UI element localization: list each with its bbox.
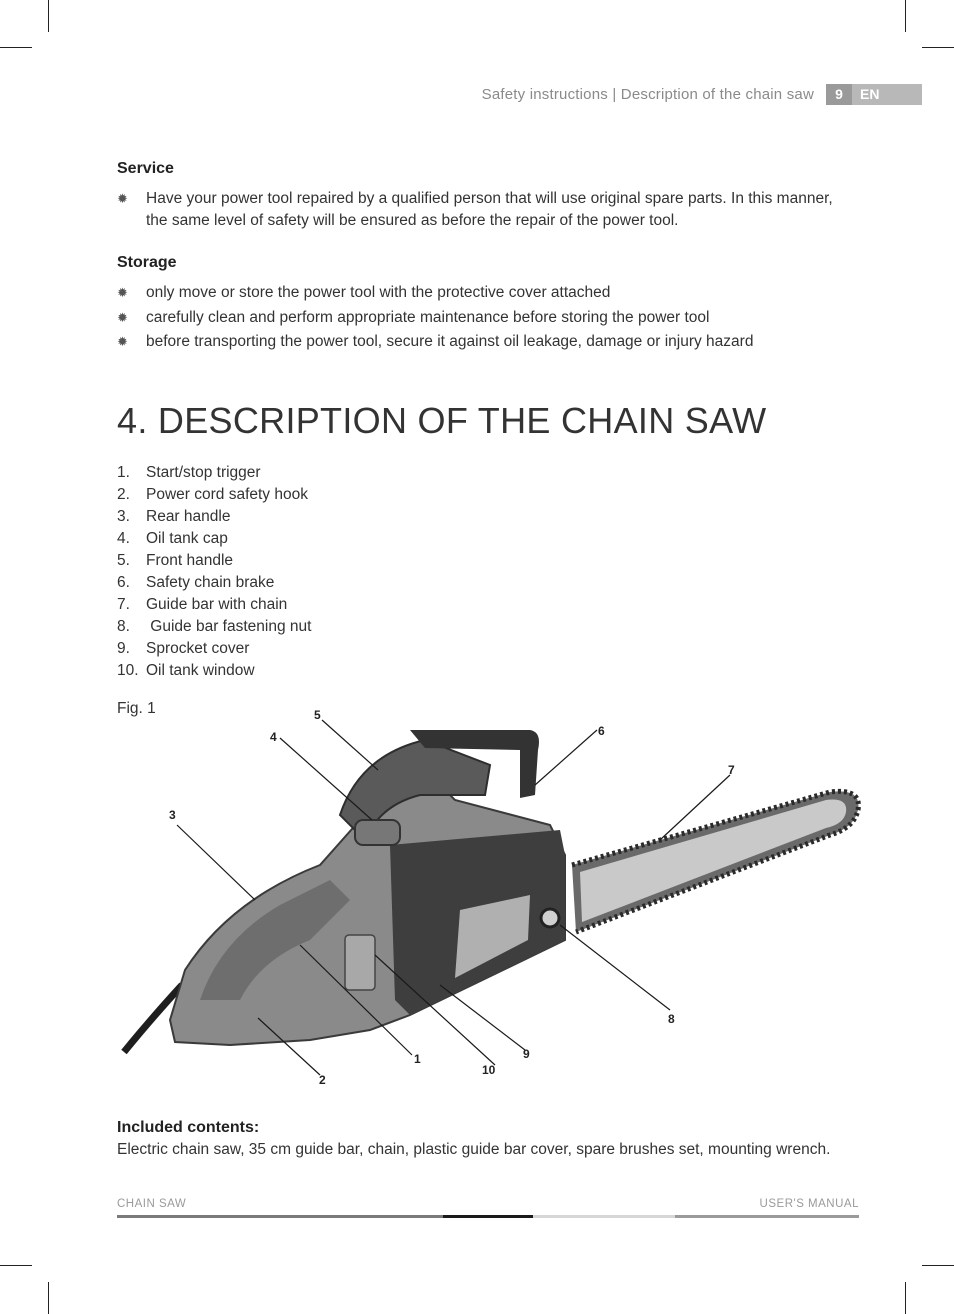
crop-mark bbox=[0, 47, 32, 48]
callout-7: 7 bbox=[728, 763, 735, 777]
callout-2: 2 bbox=[319, 1073, 326, 1087]
language-badge: EN bbox=[852, 84, 922, 105]
gear-bullet-icon: ✹ bbox=[117, 191, 128, 206]
figure-label: Fig. 1 bbox=[117, 700, 156, 717]
part-item: 4. Oil tank cap bbox=[117, 530, 228, 547]
crop-mark bbox=[0, 1265, 32, 1266]
storage-list bbox=[117, 282, 837, 356]
part-item: 1. Start/stop trigger bbox=[117, 464, 261, 481]
crop-mark bbox=[905, 1282, 906, 1314]
service-list bbox=[117, 188, 837, 232]
running-header: Safety instructions | Description of the chain saw bbox=[481, 86, 814, 103]
chain-saw-body bbox=[170, 730, 565, 1045]
section-title: 4. DESCRIPTION OF THE CHAIN SAW bbox=[117, 400, 767, 441]
footer-bar-segment bbox=[117, 1215, 443, 1218]
callout-10: 10 bbox=[482, 1063, 496, 1077]
part-item: 2. Power cord safety hook bbox=[117, 486, 308, 503]
part-item: 7. Guide bar with chain bbox=[117, 596, 288, 613]
footer-bar-segment bbox=[443, 1215, 533, 1218]
footer-bar-segment bbox=[675, 1215, 859, 1218]
part-item: 3. Rear handle bbox=[117, 508, 231, 525]
crop-mark bbox=[905, 0, 906, 32]
page-number: 9 bbox=[826, 84, 852, 105]
list-item: ✹ carefully clean and perform appropriate maintenance before storing the power tool bbox=[117, 307, 837, 332]
crop-mark bbox=[48, 0, 49, 32]
part-item: 8. Guide bar fastening nut bbox=[117, 618, 312, 635]
list-item: ✹ only move or store the power tool with the protective cover attached bbox=[117, 282, 837, 307]
included-text: Electric chain saw, 35 cm guide bar, chain, plastic guide bar cover, spare brushes set, mounting wrench. bbox=[117, 1141, 831, 1158]
gear-bullet-icon: ✹ bbox=[117, 334, 128, 349]
chain-saw-illustration bbox=[110, 700, 870, 1100]
part-item: 6. Safety chain brake bbox=[117, 574, 275, 591]
crop-mark bbox=[48, 1282, 49, 1314]
callout-5: 5 bbox=[314, 708, 321, 722]
guide-bar-with-chain bbox=[572, 791, 858, 932]
footer-doc-type: USER'S MANUAL bbox=[759, 1198, 859, 1210]
storage-heading: Storage bbox=[117, 254, 177, 271]
callout-3: 3 bbox=[169, 808, 176, 822]
list-item: ✹ Have your power tool repaired by a qualified person that will use original spare parts. In this manner, the same level of safety will be ensured as before the repair of the power tool. bbox=[117, 190, 833, 229]
part-item: 5. Front handle bbox=[117, 552, 234, 569]
list-item: ✹ before transporting the power tool, secure it against oil leakage, damage or injury hazard bbox=[117, 331, 837, 356]
callout-9: 9 bbox=[523, 1047, 530, 1061]
footer-product: CHAIN SAW bbox=[117, 1198, 187, 1210]
parts-list bbox=[117, 462, 311, 682]
part-item: 10. Oil tank window bbox=[117, 662, 255, 679]
crop-mark bbox=[922, 1265, 954, 1266]
gear-bullet-icon: ✹ bbox=[117, 285, 128, 300]
callout-8: 8 bbox=[668, 1012, 675, 1026]
callout-4: 4 bbox=[270, 730, 277, 744]
gear-bullet-icon: ✹ bbox=[117, 309, 128, 325]
crop-mark bbox=[922, 47, 954, 48]
service-heading: Service bbox=[117, 160, 174, 177]
included-heading: Included contents: bbox=[117, 1119, 260, 1136]
part-item: 9. Sprocket cover bbox=[117, 640, 250, 657]
footer-bar-segment bbox=[533, 1215, 675, 1218]
callout-1: 1 bbox=[414, 1052, 421, 1066]
callout-6: 6 bbox=[598, 724, 605, 738]
